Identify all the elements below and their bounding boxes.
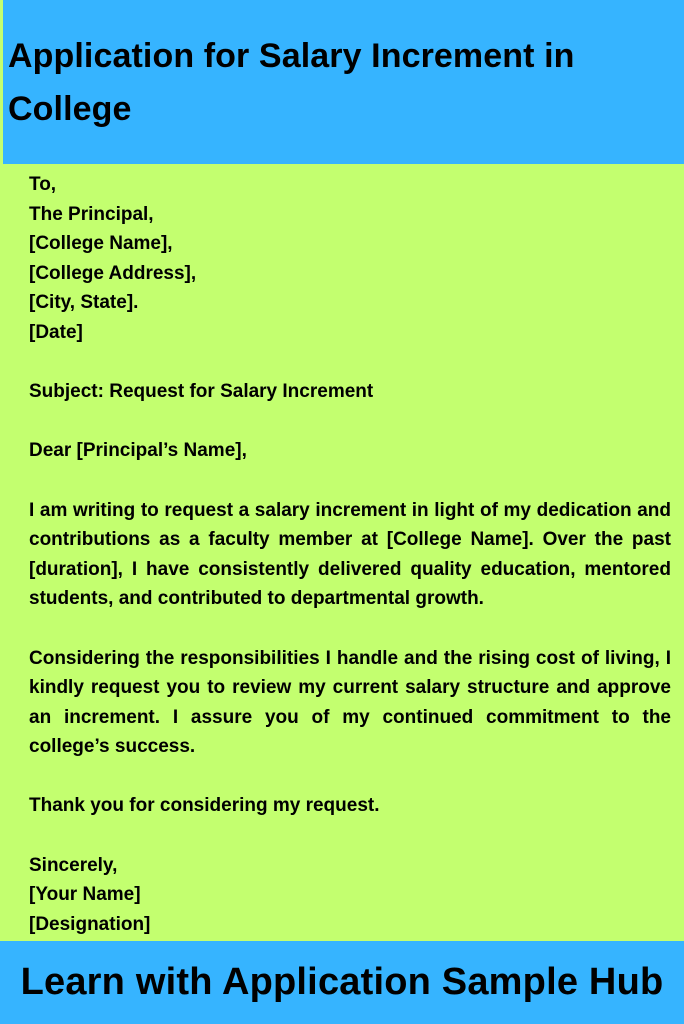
spacer (29, 614, 671, 644)
spacer (29, 466, 671, 496)
letter-thanks: Thank you for considering my request. (29, 795, 380, 817)
letter-closing: Sincerely, (29, 854, 118, 876)
letter-body (29, 170, 671, 939)
sender-name: [Your Name] (29, 884, 141, 906)
address-line-recipient: The Principal, (29, 203, 154, 225)
spacer (29, 762, 671, 792)
header-banner (0, 0, 684, 164)
spacer (29, 407, 671, 437)
letter-paragraph: Considering the responsibilities I handle and the rising cost of living, I kindly request you to review my current salary structure and approve an increment. I assure you of my continued commitment to the college’s success. (29, 647, 671, 758)
page-title: Application for Salary Increment in College (8, 37, 575, 128)
address-line-city-state: [City, State]. (29, 292, 139, 314)
sender-designation: [Designation] (29, 913, 151, 935)
address-line-to: To, (29, 174, 57, 195)
address-line-college-name: [College Name], (29, 233, 173, 255)
letter-paragraph: I am writing to request a salary increment in light of my dedication and contributions as a faculty member at [College Name]. Over the past [duration], I have consistently delivered quality education, mentored students, and contributed to departmental growth. (29, 499, 671, 610)
header-edge-strip (0, 0, 3, 164)
recipient-address (29, 170, 671, 348)
footer-banner (0, 941, 684, 1024)
footer-brand-text: Learn with Application Sample Hub (20, 961, 664, 1003)
spacer (29, 348, 671, 378)
address-line-college-address: [College Address], (29, 262, 197, 284)
letter-salutation: Dear [Principal’s Name], (29, 440, 247, 462)
letter-subject: Subject: Request for Salary Increment (29, 381, 374, 403)
spacer (29, 821, 671, 851)
address-line-date: [Date] (29, 321, 83, 343)
